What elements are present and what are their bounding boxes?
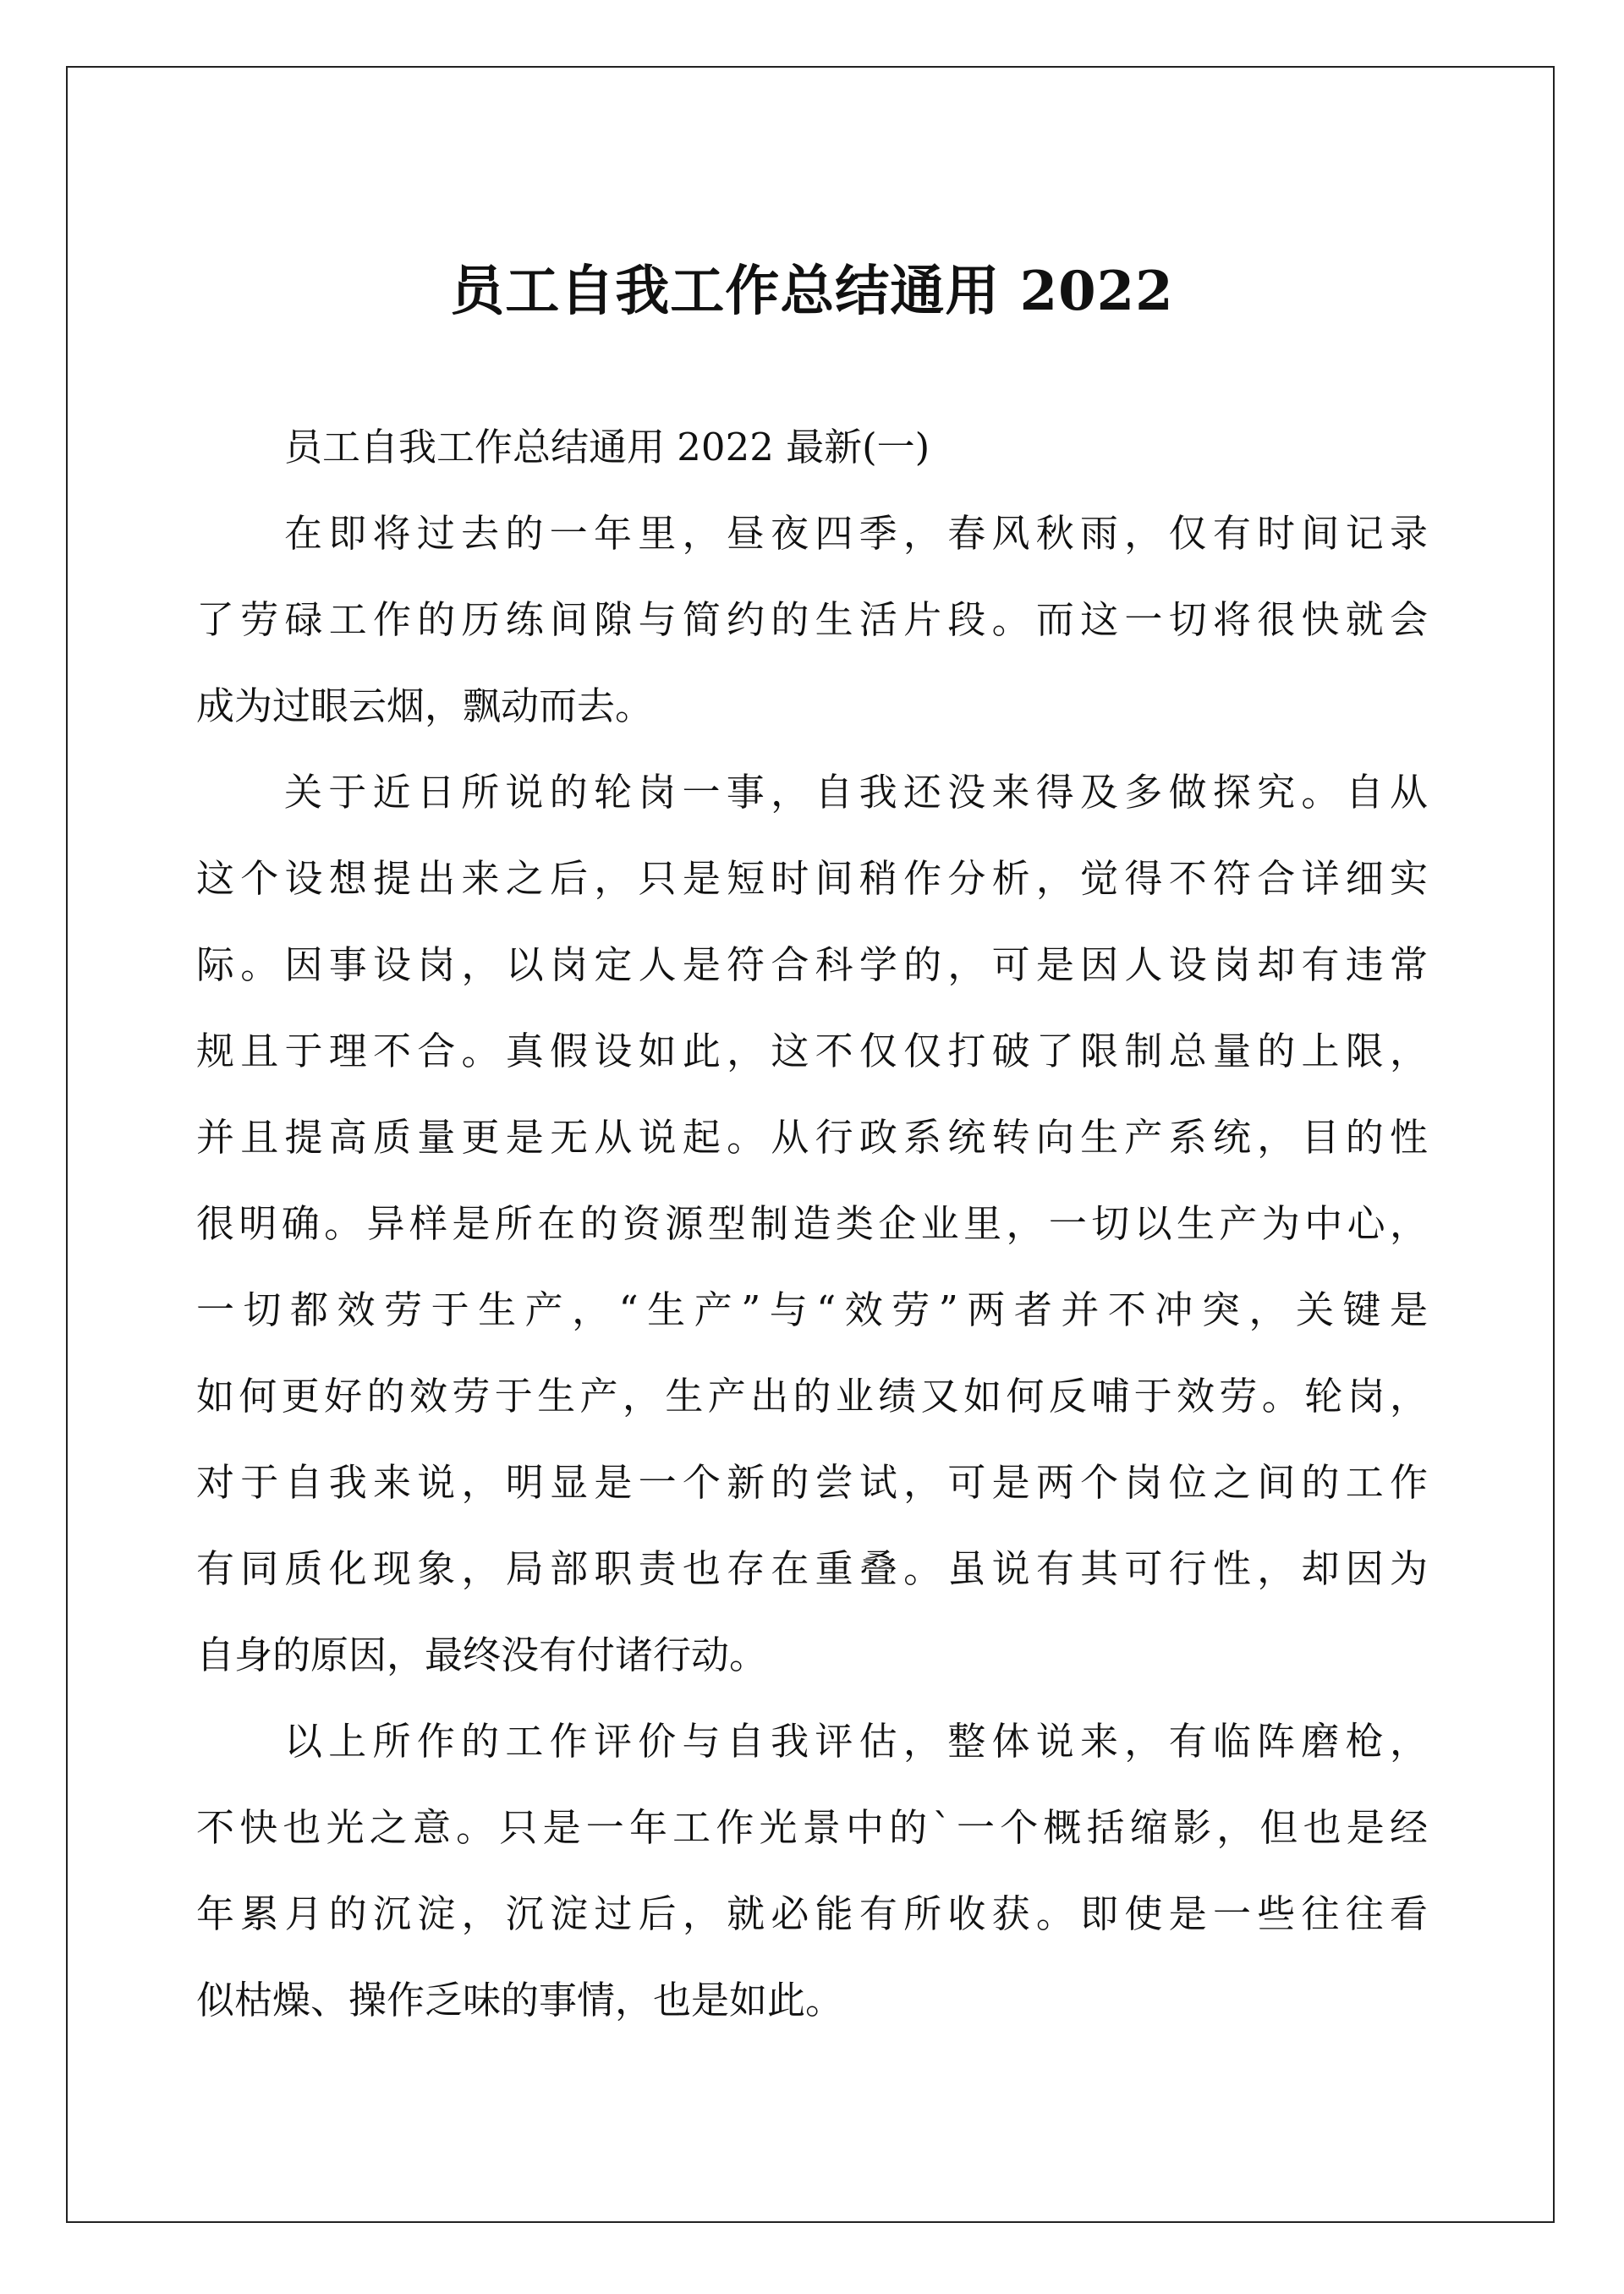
body-line: 规且于理不合。真假设如此，这不仅仅打破了限制总量的上限， — [196, 1029, 1428, 1073]
body-line: 很明确。异样是所在的资源型制造类企业里，一切以生产为中心， — [196, 1201, 1428, 1246]
body-line: 不快也光之意。只是一年工作光景中的`一个概括缩影，但也是经 — [196, 1805, 1428, 1850]
document-body — [196, 404, 1428, 2044]
body-line: 这个设想提出来之后，只是短时间稍作分析，觉得不符合详细实 — [196, 856, 1428, 901]
body-line: 际。因事设岗，以岗定人是符合科学的，可是因人设岗却有违常 — [196, 942, 1428, 987]
body-line: 年累月的沉淀，沉淀过后，就必能有所收获。即使是一些往往看 — [196, 1891, 1428, 1936]
body-line: 在即将过去的一年里，昼夜四季，春风秋雨，仅有时间记录 — [284, 511, 1428, 556]
body-line: 以上所作的工作评价与自我评估，整体说来，有临阵磨枪， — [284, 1719, 1428, 1764]
body-line: 并且提高质量更是无从说起。从行政系统转向生产系统，目的性 — [196, 1115, 1428, 1160]
body-line: 自身的原因，最终没有付诸行动。 — [196, 1633, 768, 1677]
body-line: 一切都效劳于生产，“生产”与“效劳”两者并不冲突，关键是 — [196, 1287, 1428, 1332]
body-line: 关于近日所说的轮岗一事，自我还没来得及多做探究。自从 — [284, 770, 1428, 815]
body-line: 有同质化现象，局部职责也存在重叠。虽说有其可行性，却因为 — [196, 1546, 1428, 1591]
body-line: 了劳碌工作的历练间隙与简约的生活片段。而这一切将很快就会 — [196, 597, 1428, 642]
body-line: 成为过眼云烟，飘动而去。 — [196, 683, 654, 728]
body-line: 对于自我来说，明显是一个新的尝试，可是两个岗位之间的工作 — [196, 1460, 1428, 1505]
document-title: 员工自我工作总结通用 2022 — [450, 260, 1174, 323]
body-line: 员工自我工作总结通用 2022 最新(一) — [284, 425, 930, 469]
body-line: 似枯燥、操作乏味的事情，也是如此。 — [196, 1978, 844, 2022]
body-line: 如何更好的效劳于生产，生产出的业绩又如何反哺于效劳。轮岗， — [196, 1374, 1428, 1419]
